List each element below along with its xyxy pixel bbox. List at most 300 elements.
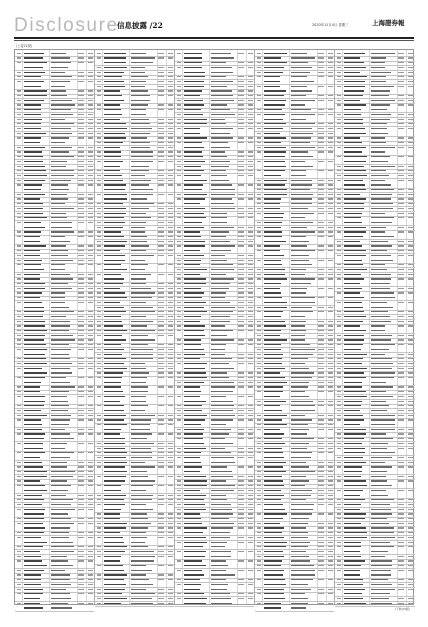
table-cell-text [168, 405, 174, 406]
table-cell-text [158, 330, 164, 331]
table-cell-text [264, 410, 283, 411]
table-cell-text [291, 542, 311, 543]
table-cell-text [158, 250, 164, 251]
table-cell-text [104, 490, 121, 491]
table-cell-text [104, 213, 126, 214]
table-cell-text [328, 344, 334, 345]
table-cell-text [168, 236, 174, 237]
table-cell-text [264, 316, 282, 317]
table-cell-text [408, 415, 414, 416]
table-cell-text [211, 584, 228, 585]
table-cell-text [177, 490, 181, 491]
table-cell-text [291, 335, 305, 336]
table-cell-text [17, 213, 21, 214]
table-cell-text [318, 551, 324, 552]
table-cell-text [131, 335, 148, 336]
table-cell-text [211, 424, 227, 425]
table-cell-text [291, 391, 305, 392]
table-cell-text [264, 589, 284, 590]
table-cell-text [257, 570, 261, 571]
table-cell-text [184, 433, 204, 434]
table-cell-text [257, 476, 261, 477]
table-cell-text [328, 339, 334, 340]
table-cell-text [17, 161, 21, 162]
table-row [255, 258, 334, 267]
table-cell-text [344, 222, 363, 223]
table-cell-text [264, 401, 287, 402]
table-cell-text [104, 208, 127, 209]
table-cell-text [398, 227, 404, 228]
table-cell-text [238, 551, 244, 552]
table-row [255, 502, 334, 511]
table-cell-text [257, 269, 261, 270]
table-cell-text [88, 603, 94, 604]
table-cell-text [398, 302, 404, 303]
table-cell-text [398, 391, 404, 392]
table-cell-text [78, 335, 84, 336]
table-cell-text [257, 151, 261, 152]
table-cell-text [248, 269, 254, 270]
table-cell-text [328, 213, 334, 214]
table-cell-text [158, 537, 164, 538]
table-cell-text [177, 161, 181, 162]
table-cell-text [158, 593, 164, 594]
table-cell-text [248, 584, 254, 585]
table-cell-text [337, 429, 341, 430]
table-cell-text [168, 151, 174, 152]
table-cell-text [104, 283, 124, 284]
table-cell-text [328, 321, 334, 322]
table-row [255, 601, 334, 610]
table-cell-text [177, 260, 181, 261]
table-cell-text [168, 222, 174, 223]
table-cell-text [17, 133, 21, 134]
table-cell-text [24, 231, 42, 232]
table-row [95, 423, 174, 432]
table-cell-text [337, 86, 341, 87]
table-cell-text [238, 213, 244, 214]
table-cell-text [131, 241, 148, 242]
table-cell-text [344, 589, 365, 590]
table-cell-text [344, 457, 363, 458]
table-cell-text [328, 260, 334, 261]
table-row [175, 216, 254, 225]
table-cell-text [17, 560, 21, 561]
table-cell-text [184, 339, 202, 340]
table-cell-text [17, 325, 21, 326]
table-cell-text [211, 589, 227, 590]
table-cell-text [238, 292, 244, 293]
table-cell-text [211, 485, 236, 486]
table-cell-text [51, 119, 66, 120]
table-cell-text [184, 208, 206, 209]
table-cell-text [291, 100, 315, 101]
table-cell-text [344, 551, 360, 552]
table-cell-text [398, 603, 404, 604]
table-cell-text [97, 208, 101, 209]
table-cell-text [17, 415, 21, 416]
table-cell-text [158, 227, 164, 228]
table-cell-text [51, 462, 68, 463]
table-cell-text [17, 396, 21, 397]
table-cell-text [291, 292, 307, 293]
table-cell-text [17, 288, 21, 289]
table-cell-text [184, 495, 206, 496]
table-cell-text [104, 354, 122, 355]
table-cell-text [17, 170, 21, 171]
table-cell-text [184, 448, 206, 449]
table-cell-text [51, 457, 71, 458]
table-cell-text [257, 537, 261, 538]
table-cell-text [337, 227, 341, 228]
table-cell-text [257, 100, 261, 101]
table-cell-text [177, 166, 181, 167]
table-cell-text [371, 222, 392, 223]
table-cell-text [97, 241, 101, 242]
table-cell-text [97, 579, 101, 580]
table-cell-text [158, 415, 164, 416]
table-cell-text [88, 62, 94, 63]
table-cell-text [24, 372, 48, 373]
table-cell-text [177, 156, 181, 157]
table-cell-text [78, 100, 84, 101]
table-cell-text [248, 344, 254, 345]
table-cell-text [131, 574, 147, 575]
table-cell-text [158, 349, 164, 350]
table-cell-text [168, 386, 174, 387]
table-cell-text [257, 415, 261, 416]
table-cell-text [398, 339, 404, 340]
table-cell-text [51, 231, 74, 232]
table-cell-text [408, 527, 414, 528]
table-cell-text [177, 457, 181, 458]
table-cell-text [97, 161, 101, 162]
table-cell-text [78, 151, 84, 152]
table-cell-text [264, 593, 284, 594]
table-cell-text [318, 95, 324, 96]
table-cell-text [24, 405, 45, 406]
table-cell-text [408, 147, 414, 148]
table-cell-text [318, 114, 324, 115]
table-cell-text [344, 598, 363, 599]
table-cell-text [257, 198, 261, 199]
table-cell-text [238, 598, 244, 599]
table-cell-text [238, 264, 244, 265]
table-cell-text [344, 217, 361, 218]
table-cell-text [264, 86, 281, 87]
table-cell-text [211, 283, 230, 284]
table-cell-text [88, 325, 94, 326]
table-cell-text [211, 527, 233, 528]
table-cell-text [291, 114, 315, 115]
table-cell-text [24, 325, 45, 326]
table-cell-text [344, 396, 368, 397]
table-cell-text [97, 119, 101, 120]
table-cell-text [238, 67, 244, 68]
table-cell-text [158, 527, 164, 528]
table-cell-text [264, 339, 287, 340]
table-row [335, 216, 415, 225]
table-cell-text [97, 151, 101, 152]
table-cell-text [97, 95, 101, 96]
table-cell-text [248, 523, 254, 524]
table-cell-text [371, 245, 392, 246]
table-cell-text [257, 480, 261, 481]
table-cell-text [78, 72, 84, 73]
table-cell-text [88, 184, 94, 185]
table-cell-text [158, 67, 164, 68]
table-cell-text [408, 100, 414, 101]
table-row [15, 418, 94, 427]
table-cell-text [257, 401, 261, 402]
table-cell-text [17, 104, 21, 105]
table-cell-text [371, 429, 396, 430]
table-cell-text [408, 391, 414, 392]
table-cell-text [264, 490, 281, 491]
table-cell-text [184, 175, 202, 176]
table-cell-text [264, 424, 287, 425]
table-cell-text [398, 76, 404, 77]
table-cell-text [257, 532, 261, 533]
table-cell-text [24, 184, 43, 185]
table-cell-text [328, 546, 334, 547]
table-cell-text [177, 339, 181, 340]
table-cell-text [344, 119, 364, 120]
table-cell-text [211, 523, 235, 524]
table-cell-text [248, 137, 254, 138]
table-cell-text [211, 194, 235, 195]
table-cell-text [371, 358, 392, 359]
table-cell-text [398, 198, 404, 199]
table-cell-text [344, 156, 368, 157]
table-row [175, 51, 254, 60]
table-cell-text [264, 255, 284, 256]
table-cell-text [24, 452, 46, 453]
table-cell-text [17, 476, 21, 477]
table-cell-text [264, 335, 280, 336]
table-cell-text [291, 527, 306, 528]
table-cell-text [131, 349, 154, 350]
table-cell-text [51, 532, 69, 533]
table-cell-text [24, 396, 45, 397]
table-cell-text [328, 128, 334, 129]
table-cell-text [328, 189, 334, 190]
table-cell-text [131, 264, 148, 265]
table-cell-text [184, 255, 205, 256]
table-cell-text [318, 560, 324, 561]
table-cell-text [97, 513, 101, 514]
table-cell-text [291, 264, 312, 265]
table-cell-text [24, 485, 46, 486]
table-cell-text [24, 137, 42, 138]
table-cell-text [97, 104, 101, 105]
table-cell-text [238, 274, 244, 275]
table-cell-text [398, 114, 404, 115]
table-cell-text [291, 86, 307, 87]
table-row [335, 145, 415, 154]
table-cell-text [328, 151, 334, 152]
table-cell-text [88, 236, 94, 237]
table-cell-text [291, 283, 311, 284]
table-cell-text [371, 123, 388, 124]
table-cell-text [24, 198, 40, 199]
table-cell-text [264, 433, 284, 434]
table-cell-text [168, 133, 174, 134]
table-cell-text [318, 335, 324, 336]
table-cell-text [184, 485, 207, 486]
table-cell-text [97, 147, 101, 148]
table-cell-text [184, 509, 206, 510]
table-cell-text [51, 551, 75, 552]
table-row [15, 441, 94, 450]
table-cell-text [337, 198, 341, 199]
table-cell-text [168, 203, 174, 204]
table-cell-text [318, 570, 324, 571]
table-cell-text [168, 86, 174, 87]
table-cell-text [211, 339, 235, 340]
table-cell-text [177, 495, 181, 496]
table-cell-text [398, 438, 404, 439]
table-cell-text [238, 302, 244, 303]
table-cell-text [158, 523, 164, 524]
table-cell-text [177, 217, 181, 218]
table-cell-text [88, 405, 94, 406]
table-cell-text [97, 321, 101, 322]
table-cell-text [211, 358, 232, 359]
table-cell-text [131, 523, 151, 524]
table-row [255, 98, 334, 107]
table-cell-text [257, 137, 261, 138]
table-cell-text [248, 114, 254, 115]
table-cell-text [177, 438, 181, 439]
table-cell-text [158, 156, 164, 157]
table-cell-text [344, 335, 364, 336]
table-cell-text [264, 448, 283, 449]
table-cell-text [78, 462, 84, 463]
table-cell-text [177, 405, 181, 406]
table-cell-text [88, 321, 94, 322]
table-cell-text [104, 260, 125, 261]
table-cell-text [344, 198, 367, 199]
table-cell-text [177, 302, 181, 303]
table-cell-text [24, 448, 43, 449]
table-row [335, 277, 415, 286]
table-cell-text [264, 53, 288, 54]
table-cell-text [158, 316, 164, 317]
table-cell-text [88, 57, 94, 58]
table-cell-text [78, 377, 84, 378]
table-cell-text [291, 198, 312, 199]
table-cell-text [158, 302, 164, 303]
table-cell-text [78, 133, 84, 134]
table-cell-text [51, 589, 66, 590]
table-cell-text [24, 424, 42, 425]
table-cell-text [344, 433, 366, 434]
table-cell-text [248, 466, 254, 467]
table-cell-text [24, 570, 44, 571]
table-cell-text [51, 410, 69, 411]
table-cell-text [408, 175, 414, 176]
table-cell-text [291, 189, 311, 190]
table-cell-text [318, 448, 324, 449]
table-cell-text [371, 349, 389, 350]
table-row [95, 385, 174, 394]
table-cell-text [131, 307, 153, 308]
table-cell-text [158, 311, 164, 312]
table-cell-text [17, 546, 21, 547]
table-cell-text [51, 203, 66, 204]
table-cell-text [344, 123, 364, 124]
table-cell-text [184, 438, 203, 439]
table-cell-text [97, 504, 101, 505]
table-cell-text [291, 62, 309, 63]
table-cell-text [177, 560, 181, 561]
table-cell-text [184, 241, 205, 242]
table-cell-text [257, 278, 261, 279]
table-cell-text [408, 438, 414, 439]
table-cell-text [168, 231, 174, 232]
table-cell-text [318, 443, 324, 444]
table-cell-text [211, 542, 228, 543]
table-cell-text [264, 245, 280, 246]
table-cell-text [291, 278, 316, 279]
table-cell-text [337, 438, 341, 439]
table-cell-text [131, 495, 154, 496]
table-cell-text [257, 419, 261, 420]
table-cell-text [211, 490, 234, 491]
table-cell-text [264, 485, 285, 486]
table-cell-text [78, 386, 84, 387]
table-cell-text [24, 222, 41, 223]
table-cell-text [24, 433, 46, 434]
table-cell-text [158, 462, 164, 463]
table-cell-text [238, 307, 244, 308]
table-cell-text [264, 180, 288, 181]
table-cell-text [371, 62, 385, 63]
table-cell-text [408, 462, 414, 463]
table-cell-text [97, 297, 101, 298]
table-cell-text [291, 532, 309, 533]
table-cell-text [17, 339, 21, 340]
table-cell-text [78, 213, 84, 214]
table-cell-text [257, 499, 261, 500]
table-cell-text [328, 297, 334, 298]
table-cell-text [248, 62, 254, 63]
table-cell-text [408, 227, 414, 228]
table-cell-text [131, 227, 146, 228]
table-cell-text [238, 114, 244, 115]
table-cell-text [238, 109, 244, 110]
newspaper-name: 上海證券報 [372, 19, 405, 27]
table-cell-text [24, 509, 46, 510]
table-cell-text [337, 419, 341, 420]
table-cell-text [211, 231, 230, 232]
table-row [335, 300, 415, 309]
table-cell-text [158, 424, 164, 425]
table-cell-text [177, 170, 181, 171]
table-cell-text [238, 194, 244, 195]
table-cell-text [158, 589, 164, 590]
table-row [15, 432, 94, 441]
table-cell-text [328, 198, 334, 199]
table-cell-text [328, 466, 334, 467]
table-cell-text [184, 104, 205, 105]
table-cell-text [408, 570, 414, 571]
table-cell-text [291, 236, 307, 237]
table-cell-text [158, 72, 164, 73]
table-cell-text [328, 245, 334, 246]
table-cell-text [291, 462, 306, 463]
